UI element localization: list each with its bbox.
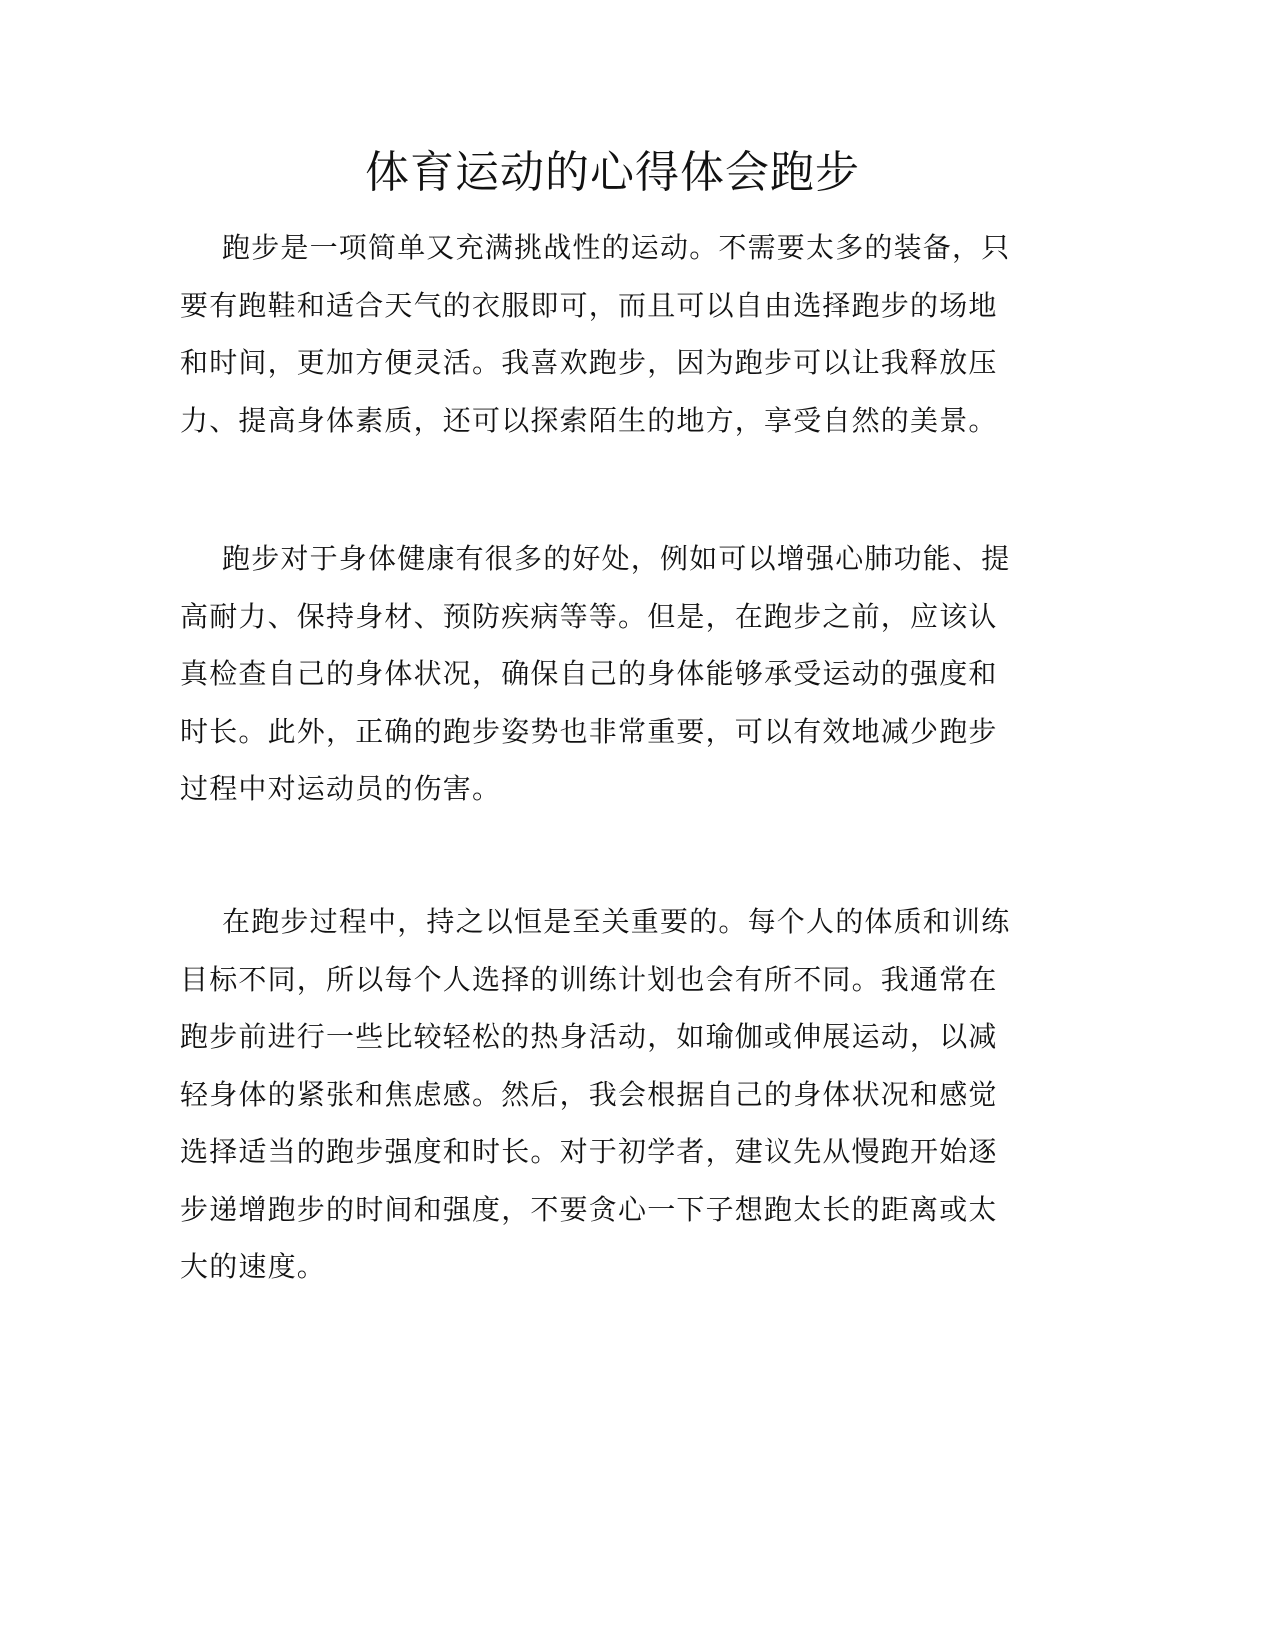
text-line: 跑步前进行一些比较轻松的热身活动，如瑜伽或伸展运动，以减 bbox=[180, 1020, 998, 1053]
text-line: 力、提高身体素质，还可以探索陌生的地方，享受自然的美景。 bbox=[180, 403, 998, 437]
text-line: 大的速度。 bbox=[180, 1250, 327, 1283]
text-line: 时长。此外，正确的跑步姿势也非常重要，可以有效地减少跑步 bbox=[180, 714, 998, 748]
text-line: 目标不同，所以每个人选择的训练计划也会有所不同。我通常在 bbox=[180, 962, 998, 996]
text-line: 跑步对于身体健康有很多的好处，例如可以增强心肺功能、提 bbox=[222, 542, 1011, 575]
text-line: 轻身体的紧张和焦虑感。然后，我会根据自己的身体状况和感觉 bbox=[180, 1077, 998, 1111]
text-line: 真检查自己的身体状况，确保自己的身体能够承受运动的强度和 bbox=[180, 657, 998, 690]
paragraph-1 bbox=[180, 219, 1040, 449]
paragraph-2 bbox=[180, 530, 1040, 818]
text-line: 要有跑鞋和适合天气的衣服即可，而且可以自由选择跑步的场地 bbox=[180, 288, 998, 322]
text-line: 选择适当的跑步强度和时长。对于初学者，建议先从慢跑开始逐 bbox=[180, 1135, 998, 1168]
text-line: 和时间，更加方便灵活。我喜欢跑步，因为跑步可以让我释放压 bbox=[180, 346, 998, 379]
text-line: 在跑步过程中，持之以恒是至关重要的。每个人的体质和训练 bbox=[222, 905, 1011, 938]
text-line: 跑步是一项简单又充满挑战性的运动。不需要太多的装备，只 bbox=[222, 231, 1011, 264]
text-line: 过程中对运动员的伤害。 bbox=[180, 772, 502, 805]
paragraph-3 bbox=[180, 893, 1040, 1296]
text-line: 步递增跑步的时间和强度，不要贪心一下子想跑太长的距离或太 bbox=[180, 1192, 998, 1226]
text-line: 高耐力、保持身材、预防疾病等等。但是，在跑步之前，应该认 bbox=[180, 599, 998, 633]
document-title: 体育运动的心得体会跑步 bbox=[365, 147, 860, 198]
